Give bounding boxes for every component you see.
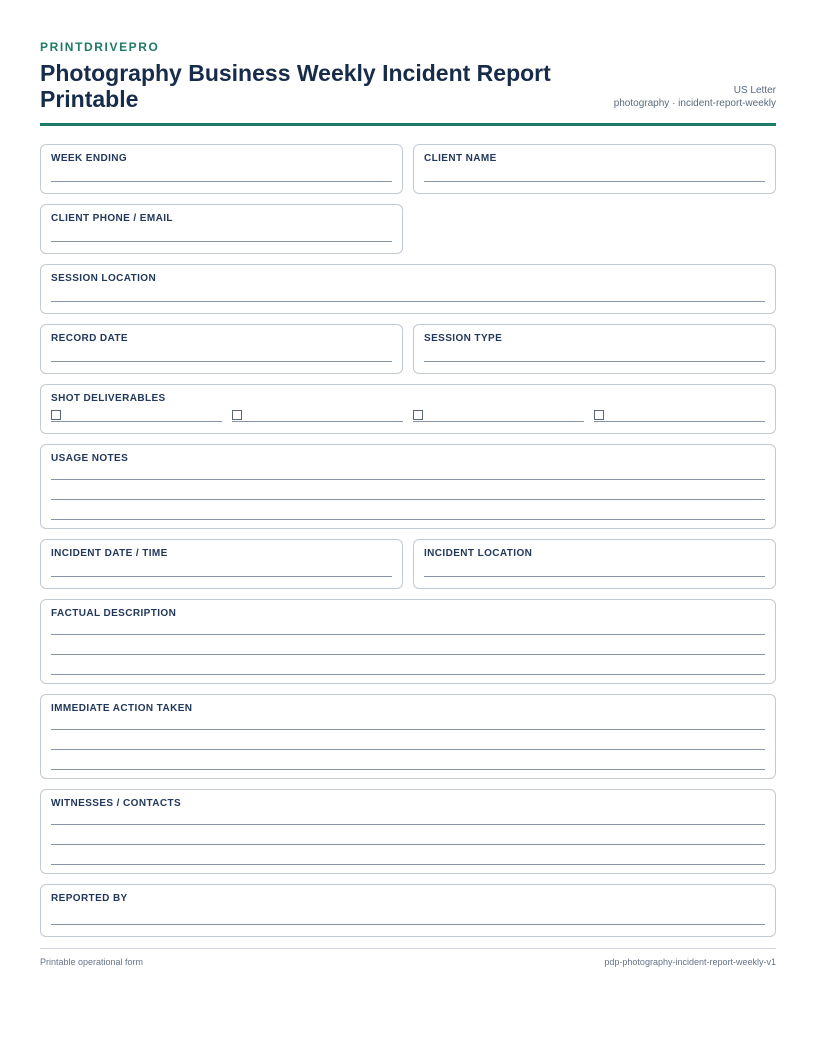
usage-notes-field[interactable] — [40, 444, 776, 529]
witnesses-line[interactable] — [51, 825, 765, 845]
immediate-action-field[interactable] — [40, 694, 776, 779]
incident-location-label: INCIDENT LOCATION — [424, 548, 533, 559]
row-client-contact — [40, 204, 776, 254]
row-incident-when-where — [40, 539, 776, 589]
factual-description-field[interactable] — [40, 599, 776, 684]
client-name-input-line[interactable] — [424, 165, 765, 182]
deliverable-option-3[interactable] — [413, 407, 584, 422]
usage-notes-line[interactable] — [51, 480, 765, 500]
factual-description-line[interactable] — [51, 655, 765, 675]
row-immediate-action — [40, 694, 776, 779]
reported-by-input-line[interactable] — [51, 905, 765, 925]
row-week-client — [40, 144, 776, 194]
document-meta — [614, 84, 776, 112]
footer-form-type: Printable operational form — [40, 957, 144, 967]
incident-datetime-field[interactable] — [40, 539, 403, 589]
deliverable-option-4[interactable] — [594, 407, 765, 422]
shot-deliverables-label: SHOT DELIVERABLES — [51, 393, 166, 404]
footer — [40, 957, 776, 967]
record-date-input-line[interactable] — [51, 345, 392, 362]
shot-deliverables-field — [40, 384, 776, 434]
session-location-label: SESSION LOCATION — [51, 273, 157, 284]
record-date-field[interactable] — [40, 324, 403, 374]
client-contact-label: CLIENT PHONE / EMAIL — [51, 213, 173, 224]
header-divider — [40, 123, 776, 126]
client-contact-field[interactable] — [40, 204, 403, 254]
session-location-field[interactable] — [40, 264, 776, 314]
reported-by-label: REPORTED BY — [51, 893, 128, 904]
session-type-label: SESSION TYPE — [424, 333, 503, 344]
usage-notes-line[interactable] — [51, 500, 765, 520]
deliverable-option-2[interactable] — [232, 407, 403, 422]
session-type-input-line[interactable] — [424, 345, 765, 362]
immediate-action-line[interactable] — [51, 730, 765, 750]
checkbox-icon[interactable] — [413, 410, 423, 420]
form-page — [40, 40, 776, 937]
session-location-input-line[interactable] — [51, 285, 765, 302]
factual-description-line[interactable] — [51, 620, 765, 635]
row-usage-notes — [40, 444, 776, 529]
row-witnesses — [40, 789, 776, 874]
incident-location-input-line[interactable] — [424, 560, 765, 577]
usage-notes-label: USAGE NOTES — [51, 453, 129, 464]
checkbox-icon[interactable] — [232, 410, 242, 420]
row-factual-description — [40, 599, 776, 684]
immediate-action-label: IMMEDIATE ACTION TAKEN — [51, 703, 193, 714]
brand-name: PRINTDRIVEPRO — [40, 40, 160, 54]
immediate-action-line[interactable] — [51, 750, 765, 770]
header — [40, 60, 776, 112]
paper-size: US Letter — [733, 85, 776, 96]
incident-datetime-input-line[interactable] — [51, 560, 392, 577]
row-record-session — [40, 324, 776, 374]
factual-description-label: FACTUAL DESCRIPTION — [51, 608, 177, 619]
incident-datetime-label: INCIDENT DATE / TIME — [51, 548, 168, 559]
factual-description-line[interactable] — [51, 635, 765, 655]
reported-by-field[interactable] — [40, 884, 776, 937]
client-contact-input-line[interactable] — [51, 225, 392, 242]
client-name-field[interactable] — [413, 144, 776, 194]
week-ending-input-line[interactable] — [51, 165, 392, 182]
week-ending-label: WEEK ENDING — [51, 153, 128, 164]
week-ending-field[interactable] — [40, 144, 403, 194]
document-tags: photography · incident-report-weekly — [613, 98, 776, 109]
usage-notes-line[interactable] — [51, 465, 765, 480]
row-reported-by — [40, 884, 776, 937]
deliverable-option-1[interactable] — [51, 407, 222, 422]
witnesses-label: WITNESSES / CONTACTS — [51, 798, 182, 809]
witnesses-field[interactable] — [40, 789, 776, 874]
deliverables-checklist — [51, 407, 765, 422]
incident-location-field[interactable] — [413, 539, 776, 589]
checkbox-icon[interactable] — [594, 410, 604, 420]
immediate-action-line[interactable] — [51, 715, 765, 730]
witnesses-line[interactable] — [51, 845, 765, 865]
client-name-label: CLIENT NAME — [424, 153, 497, 164]
footer-divider — [40, 948, 776, 949]
row-shot-deliverables — [40, 384, 776, 434]
page-title: Photography Business Weekly Incident Report Printable — [40, 60, 551, 112]
footer-form-id: pdp-photography-incident-report-weekly-v1 — [604, 957, 776, 967]
witnesses-line[interactable] — [51, 810, 765, 825]
checkbox-icon[interactable] — [51, 410, 61, 420]
session-type-field[interactable] — [413, 324, 776, 374]
record-date-label: RECORD DATE — [51, 333, 128, 344]
row-session-location — [40, 264, 776, 314]
